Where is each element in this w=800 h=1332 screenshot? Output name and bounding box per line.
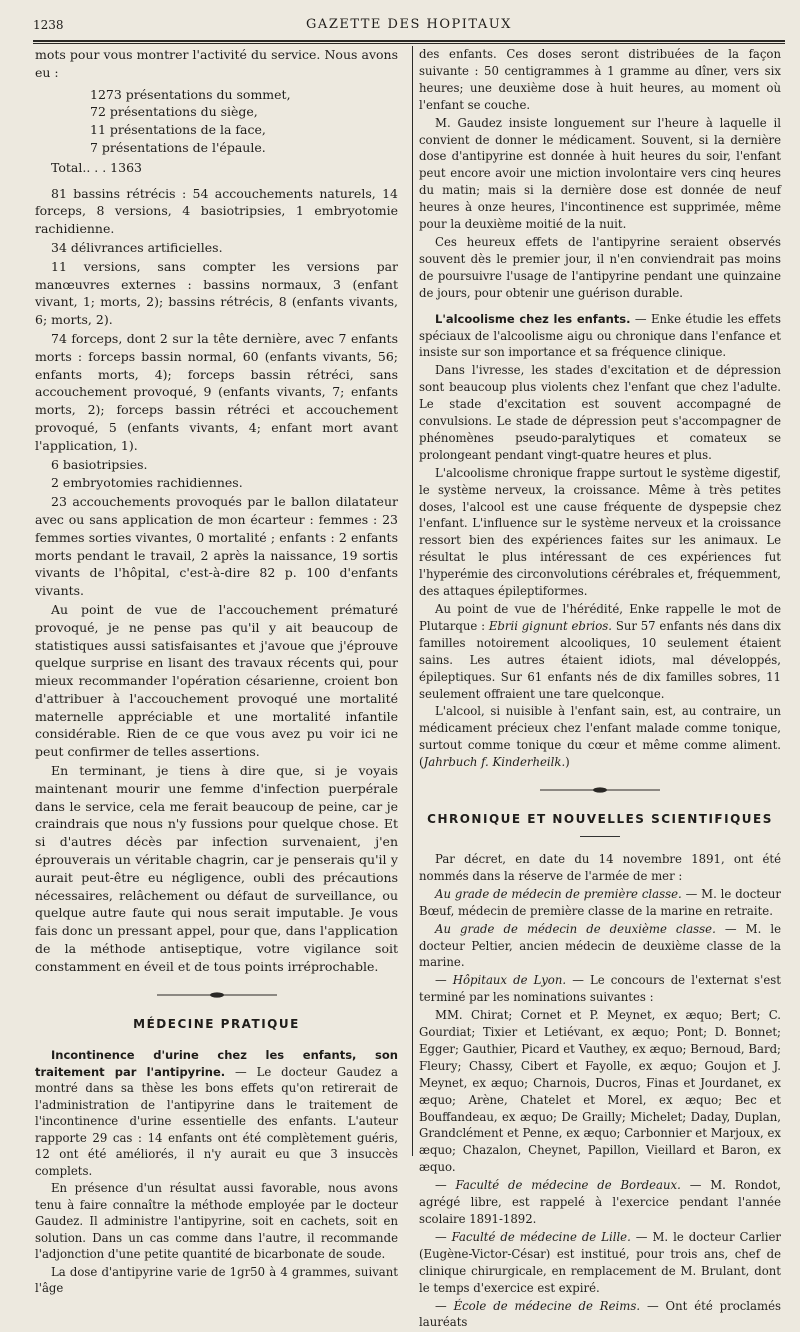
column-divider (412, 46, 413, 1156)
paragraph (419, 886, 781, 920)
stat-row: 11 présentations de la face, (90, 122, 266, 138)
page-number: 1238 (33, 18, 64, 32)
text-run: ) (565, 755, 570, 770)
section-title: MÉDECINE PRATIQUE (133, 1016, 300, 1031)
journal-title: GAZETTE DES HOPITAUX (306, 17, 512, 32)
item-heading: Au grade de médecin de première classe. (435, 886, 682, 901)
paragraph: 11 versions, sans compter les versions par manœuvres externes : bassins normaux, 3 (enfant vivant, 1; morts, 2); bassins rétrécis, 8 (enfants vivants, 6; morts, 2). (35, 258, 398, 328)
presentation-stats (90, 86, 398, 157)
item-heading: École de médecine de Reims. (453, 1298, 641, 1313)
stat-row: 7 présentations de l'épaule. (90, 139, 266, 155)
stat-row: 1273 présentations du sommet, (90, 86, 291, 102)
item-heading: Faculté de médecine de Lille. (451, 1229, 631, 1244)
item-text: — M. le docteur Peltier, ancien médecin de deuxième classe de la marine. (419, 921, 781, 970)
item-text: — M. le docteur Carlier (Eugène-Victor-César) est institué, pour trois ans, chef de clinique chirurgicale, en remplacement de M. Brulant, dont le temps d'exercice est expiré. (419, 1229, 781, 1295)
paragraph: 34 délivrances artificielles. (51, 239, 223, 255)
latin-quote: Ebrii gignunt ebrios. (488, 618, 612, 633)
paragraph: 81 bassins rétrécis : 54 accouchements naturels, 14 forceps, 8 versions, 4 basiotripsies, 1 embryotomie rachidienne. (35, 185, 398, 237)
text-run: Au point de vue de l'hérédité, Enke rappelle le mot de Plutarque : (419, 602, 781, 633)
paragraph: L'alcoolisme chronique frappe surtout le système digestif, le système nerveux, la croissance. Même à très petites doses, l'alcool est une cause fréquente de dyspepsie chez l'enfant. L'influence sur le système nerveux et la croissance ressort bien des expériences faites sur les animaux. Le résultat le plus intéressant de ces expériences fut l'hyperémie des circonvolutions cérébrales et, fréquemment, des attaques épileptiformes. (419, 465, 781, 599)
paragraph: — Hôpitaux de Lyon. — Le concours de l'externat s'est terminé par les nominations suivantes : (419, 973, 781, 1005)
left-column (35, 46, 398, 1298)
article-text: — Le docteur Gaudez a montré dans sa thèse les bons effets qu'on retirerait de l'administration de l'antipyrine dans le traitement de l'incontinence d'urine essentielle des enfants. L'auteur rapporte 29 cas : 14 enfants ont été complètement guéris, 12 ont été améliorés, il n'y aurait eu que 3 insuccès complets. (35, 1064, 399, 1178)
paragraph: mots pour vous montrer l'activité du service. Nous avons eu : (35, 47, 398, 80)
paragraph: Par décret, en date du 14 novembre 1891, ont été nommés dans la réserve de l'armée de mer : (419, 851, 781, 883)
header-rule (33, 40, 785, 42)
paragraph: 6 basiotripsies. (51, 456, 148, 472)
article-paragraph (35, 1047, 398, 1179)
paragraph: 74 forceps, dont 2 sur la tête dernière, avec 7 enfants morts : forceps bassin normal, 60 (enfants vivants, 56; enfants morts, 4); forceps bassin rétréci, sans accouchement provoqué, 9 (enfants vivants, 7; enfants morts, 2); forceps bassin rétréci et accouchement provoqué, 5 (enfants vivants, 4; enfant mort avant l'application, 1). (35, 330, 398, 453)
paragraph (419, 601, 781, 702)
paragraph: Au point de vue de l'accouchement prématuré provoqué, je ne pense pas qu'il y ait beaucoup de statistiques aussi satisfaisantes et j'avoue que j'éprouve quelque surprise en lisant des travaux récents qui, pour mieux recommander l'opération césarienne, croient bon d'attribuer à l'accouchement provoqué une mortalité maternelle appréciable et une mortalité infantile considérable. Rien de ce que vous avez pu voir ici ne peut confirmer de telles assertions. (35, 601, 398, 760)
item-text: — M. Rondot, agrégé libre, est rappelé à l'exercice pendant l'année scolaire 1891-1892. (419, 1178, 781, 1226)
paragraph: Ces heureux effets de l'antipyrine seraient observés souvent dès le premier jour, il n'en conviendrait pas moins de poursuivre l'usage de l'antipyrine pendant une quinzaine de jours, pour obtenir une guérison durable. (419, 234, 781, 300)
page-header (33, 14, 785, 38)
header-rule-thin (33, 43, 785, 44)
text-run: L'alcool, si nuisible à l'enfant sain, est, au contraire, un médicament précieux chez l'enfant malade comme tonique, surtout comme tonique du cœur et même comme aliment. ( (419, 704, 781, 770)
paragraph: 23 accouchements provoqués par le ballon dilatateur avec ou sans application de mon écarteur : femmes : 23 femmes sorties vivantes, 0 mortalité ; enfants : 2 enfants morts pendant le travail, 2 après la naissance, 19 sortis vivants de l'hôpital, c'est-à-dire 82 p. 100 d'enfants vivants. (35, 494, 398, 599)
paragraph: des enfants. Ces doses seront distribuées de la façon suivante : 50 centigrammes à 1 gramme au dîner, vers six heures; une deuxième dose à huit heures, au moment où l'enfant se couche. (419, 47, 781, 112)
article-heading: L'alcoolisme chez les enfants. (435, 311, 631, 326)
right-column (419, 46, 781, 1332)
paragraph: — Faculté de médecine de Lille. — M. le docteur Carlier (Eugène-Victor-César) est institué, pour trois ans, chef de clinique chirurgicale, en remplacement de M. Brulant, dont le temps d'exercice est expiré. (419, 1229, 781, 1295)
stat-row: 72 présentations du siège, (90, 104, 258, 120)
paragraph: La dose d'antipyrine varie de 1gr50 à 4 grammes, suivant l'âge (35, 1264, 398, 1296)
item-heading: Hôpitaux de Lyon. (452, 973, 567, 988)
section-title: CHRONIQUE ET NOUVELLES SCIENTIFIQUES (427, 812, 773, 827)
paragraph: Dans l'ivresse, les stades d'excitation et de dépression sont beaucoup plus violents chez l'enfant que chez l'adulte. Le stade d'excitation est souvent accompagné de convulsions. Le stade de dépression peut s'accompagner de phénomènes pseudo-paralytiques et comateux se prolongeant pendant vingt-quatre heures et plus. (419, 363, 781, 462)
item-heading: Faculté de médecine de Bordeaux. (455, 1178, 681, 1193)
paragraph: En présence d'un résultat aussi favorable, nous avons tenu à faire connaître la méthode employée par le docteur Gaudez. Il administre l'antipyrine, soit en cachets, soit en solution. Dans un cas comme dans l'autre, il recommande l'adjonction d'une petite quantité de bicarbonate de soude. (35, 1181, 398, 1262)
paragraph (419, 703, 781, 771)
article-text: — Enke étudie les effets spéciaux de l'alcoolisme aigu ou chronique dans l'enfance et insiste sur son importance et sa fréquence clinique. (419, 311, 781, 360)
paragraph: M. Gaudez insiste longuement sur l'heure à laquelle il convient de donner le médicament. Souvent, si la dernière dose d'antipyrine est donnée à huit heures du soir, l'enfant peut encore avoir une miction involontaire vers cinq heures du matin; mais si la dernière dose est donnée de neuf heures à onze heures, l'incontinence est supprimée, même pour la deuxième moitié de la nuit. (419, 115, 781, 232)
stats-total: Total.. . . 1363 (51, 159, 142, 175)
item-text: — Ont été proclamés lauréats (419, 1298, 781, 1330)
item-heading: Au grade de médecin de deuxième classe. (435, 921, 716, 936)
paragraph (419, 921, 781, 972)
article-paragraph (419, 311, 781, 362)
paragraph: 2 embryotomies rachidiennes. (51, 475, 243, 491)
article-heading: Incontinence d'urine chez les enfants, son traitement par l'antipyrine. (35, 1048, 398, 1079)
paragraph: — Faculté de médecine de Bordeaux. — M. Rondot, agrégé libre, est rappelé à l'exercice pendant l'année scolaire 1891-1892. (419, 1178, 781, 1226)
source-citation: Jahrbuch f. Kinderheilk. (423, 755, 566, 770)
item-text: — Le concours de l'externat s'est terminé par les nominations suivantes : (419, 973, 781, 1005)
title-underline (580, 836, 620, 837)
paragraph: — École de médecine de Reims. — Ont été proclamés lauréats (419, 1298, 781, 1330)
text-run: Sur 57 enfants nés dans dix familles notoirement alcooliques, 10 seulement étaient sains. Les autres étaient idiots, mal développés, épileptiques. Sur 61 enfants nés de dix familles sobres, 11 seulement offraient une tare quelconque. (419, 618, 781, 701)
paragraph: En terminant, je tiens à dire que, si je voyais maintenant mourir une femme d'infection puerpérale dans le service, cela me ferait beaucoup de peine, car je craindrais que nous n'y fussions pour quelque chose. Et si d'autres décès par infection survenaient, j'en éprouverais un véritable chagrin, car je penserais qu'il y aurait peut-être eu négligence, oubli des précautions nécessaires, relâchement ou défaut de surveillance, ou quelque autre faute qui nous serait imputable. Je vous fais donc un pressant appel, pour que, dans l'application de la méthode antiseptique, votre vigilance soit constamment en éveil et de tous points irréprochable. (35, 763, 398, 974)
item-text: — M. le docteur Bœuf, médecin de première classe de la marine en retraite. (419, 886, 781, 918)
section-separator (540, 787, 660, 793)
paragraph: MM. Chirat; Cornet et P. Meynet, ex æquo; Bert; C. Gourdiat; Tixier et Letiévant, ex æquo; Pont; D. Bonnet; Egger; Gauthier, Picard et Vauthey, ex æquo; Bernoud, Bard; Fleury; Chassy, Cibert et Fayolle, ex æquo; Goujon et J. Meynet, ex æquo; Charnois, Ducros, Finas et Jourdanet, ex æquo; Arène, Chatelet et Morel, ex æquo; Bec et Bouffandeau, ex æquo; De Grailly; Michelet; Daday, Duplan, Grandclément et Penne, ex æquo; Carbonnier et Marjoux, ex æquo; Chazalon, Cheynet, Papillon, Vieillard et Baron, ex æquo. (419, 1008, 781, 1175)
section-separator (157, 992, 277, 998)
